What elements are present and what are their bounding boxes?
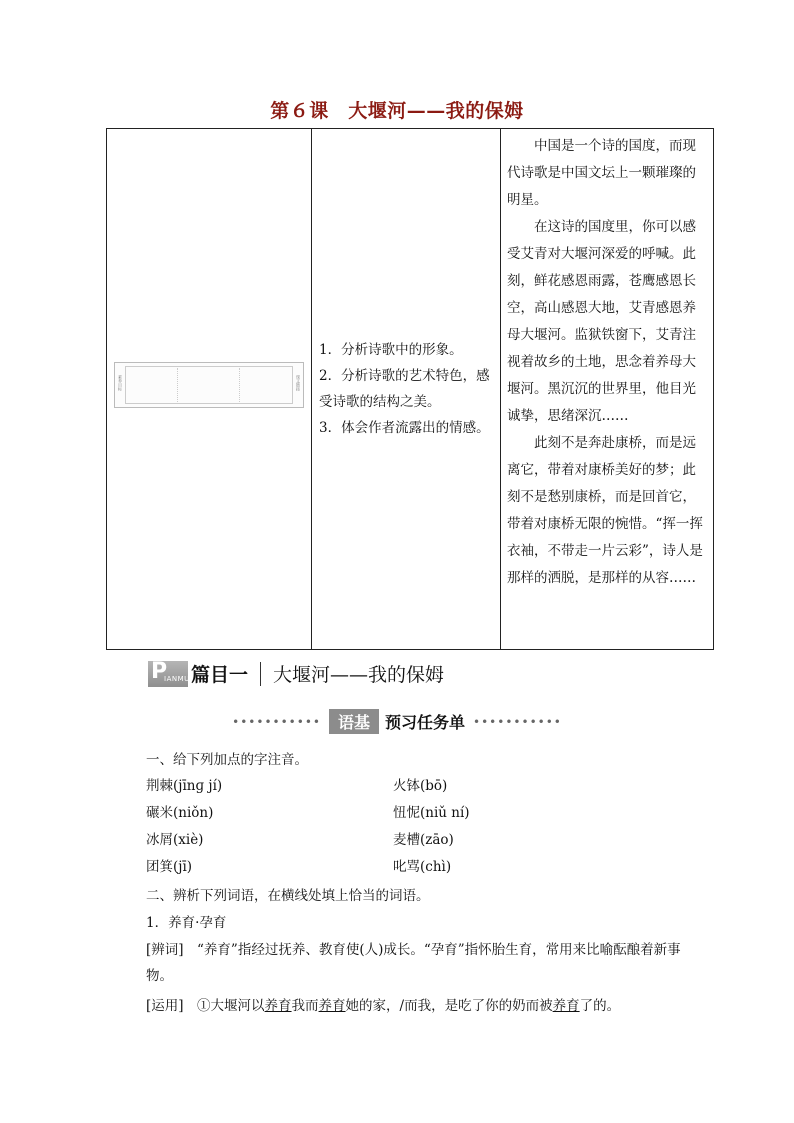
thumbnail-cell xyxy=(107,129,312,649)
usage-text: 了的。 xyxy=(579,998,621,1014)
mini-page-thumbnail xyxy=(114,362,304,408)
question-2-item: 1．养育·孕育 xyxy=(146,915,227,931)
badge-small-text: IANMU xyxy=(164,674,190,683)
pinyin-row xyxy=(146,855,686,882)
badge-letter: P xyxy=(151,658,168,684)
pinyin-item: 碾米(niǒn) xyxy=(146,805,214,821)
goal-item: 2．分析诗歌的艺术特色，感受诗歌的结构之美。 xyxy=(319,368,490,410)
pinyin-row xyxy=(146,828,686,855)
task-heading xyxy=(0,709,794,734)
thumbnail-inner-frame xyxy=(125,366,293,404)
dots-left: ••••••••••• xyxy=(232,714,321,729)
intro-paragraph: 中国是一个诗的国度，而现代诗歌是中国文坛上一颗璀璨的明星。 xyxy=(507,138,696,208)
thumbnail-divider xyxy=(239,368,240,402)
pinyin-item: 叱骂(chì) xyxy=(393,859,452,875)
thumbnail-divider xyxy=(177,368,178,402)
usage-text: [运用] ①大堰河以 xyxy=(146,998,265,1014)
pinyin-item: 火钵(bō) xyxy=(393,778,448,794)
section-title: 大堰河——我的保姆 xyxy=(273,664,445,686)
fill-blank: 养育 xyxy=(318,998,346,1014)
word-distinction: [辨词] “养育”指经过抚养、教育使(人)成长。“孕育”指怀胎生育，常用来比喻酝酿着新事物。 xyxy=(146,942,681,984)
intro-paragraph: 此刻不是奔赴康桥，而是远离它，带着对康桥美好的梦；此刻不是愁别康桥，而是回首它，带着对康桥无限的惋惜。“挥一挥衣袖，不带走一片云彩”，诗人是那样的洒脱，是那样的从容…… xyxy=(507,435,703,586)
word-usage xyxy=(146,994,686,1014)
usage-text: 她的家，/而我，是吃了你的奶而被 xyxy=(345,998,553,1014)
goals-list xyxy=(312,337,500,441)
section-heading xyxy=(148,660,444,687)
section-divider xyxy=(260,662,261,686)
thumbnail-label-right: 课文链接 xyxy=(296,375,301,391)
pinyin-grid xyxy=(146,774,686,882)
intro-paragraph: 在这诗的国度里，你可以感受艾青对大堰河深爱的呼喊。此刻，鲜花感恩雨露，苍鹰感恩长空，高山感恩大地，艾青感恩养母大堰河。监狱铁窗下，艾青注视着故乡的土地，思念着养母大堰河。黑沉沉的世界里，他目光诚挚，思绪深沉…… xyxy=(507,219,696,424)
pinyin-item: 团箕(jī) xyxy=(146,859,193,875)
dots-right: ••••••••••• xyxy=(473,714,562,729)
intro-table xyxy=(106,128,714,650)
fill-blank: 养育 xyxy=(552,998,580,1014)
goal-item: 3．体会作者流露出的情感。 xyxy=(319,420,490,436)
pinyin-item: 荆棘(jīnɡ jí) xyxy=(146,778,223,794)
goals-cell xyxy=(312,129,501,649)
section-label: 篇目一 xyxy=(191,664,249,686)
goal-item: 1．分析诗歌中的形象。 xyxy=(319,342,463,358)
intro-text-cell xyxy=(501,129,713,649)
lesson-title: 第６课 大堰河——我的保姆 xyxy=(270,100,524,122)
pinyin-row xyxy=(146,774,686,801)
pinyin-row xyxy=(146,801,686,828)
question-2: 二、辨析下列词语，在横线处填上恰当的词语。 xyxy=(146,888,430,904)
task-title: 预习任务单 xyxy=(385,713,466,732)
thumbnail-label-left: 素养目标 xyxy=(118,375,123,391)
question-1: 一、给下列加点的字注音。 xyxy=(146,752,308,768)
pinyin-item: 忸怩(niǔ ní) xyxy=(393,805,470,821)
usage-text: 我而 xyxy=(291,998,319,1014)
pianmu-badge-icon xyxy=(148,658,190,687)
task-tag: 语基 xyxy=(329,709,379,734)
pinyin-item: 冰屑(xiè) xyxy=(146,832,204,848)
fill-blank: 养育 xyxy=(264,998,292,1014)
pinyin-item: 麦槽(zāo) xyxy=(393,832,454,848)
